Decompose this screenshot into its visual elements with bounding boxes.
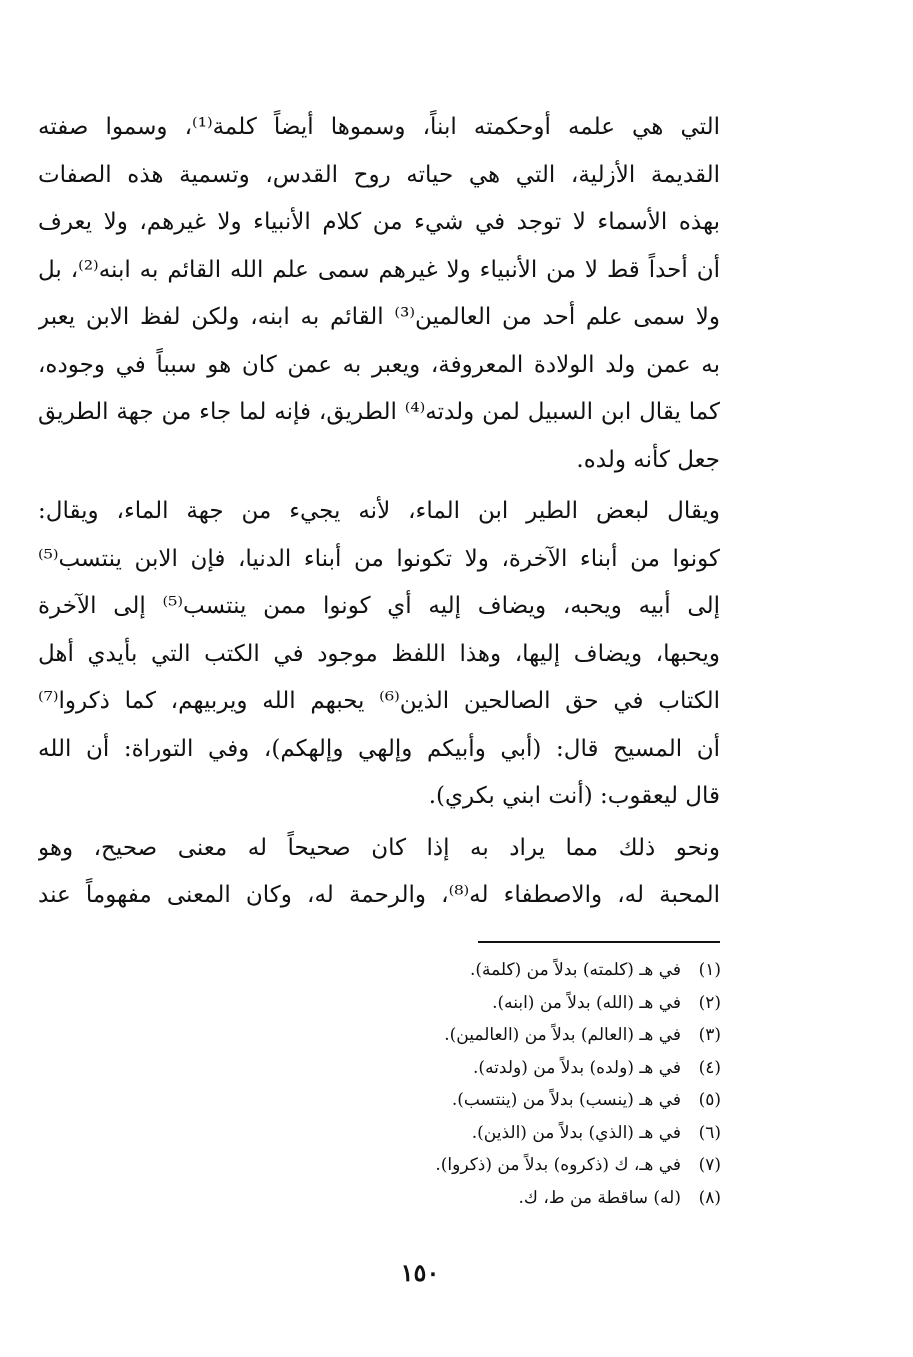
footnote-text: في هـ، ك (ذكروه) بدلاً من (ذكروا). [435,1155,681,1175]
paragraph-1 [38,104,720,484]
footnote-item [300,1117,721,1150]
text-line: أن أحداً قط لا من الأنبياء ولا غيرهم سمى علم الله القائم به ابنه⁽²⁾، بل [38,256,720,283]
footnote-text: في هـ (الله) بدلاً من (ابنه). [492,992,681,1013]
text-line: التي هي علمه أوحكمته ابناً، وسموها أيضاً كلمة⁽¹⁾، وسموا صفته [38,114,720,140]
paragraph-2 [38,488,720,821]
text-line: جعل كأنه ولده. [576,446,720,473]
footnote-item [300,1084,721,1117]
footnote-number: (٤) [698,1057,721,1078]
text-line: المحبة له، والاصطفاء له⁽⁸⁾، والرحمة له، وكان المعنى مفهوماً عند [38,882,720,908]
footnotes [300,954,721,1214]
text-line: بهذه الأسماء لا توجد في شيء من كلام الأنبياء ولا غيرهم، ولا يعرف [38,209,720,235]
text-line: الكتاب في حق الصالحين الذين⁽⁶⁾ يحبهم الله ويربيهم، كما ذكروا⁽⁷⁾ [38,688,720,714]
footnote-separator [478,941,720,943]
footnote-text: في هـ (كلمته) بدلاً من (كلمة). [469,960,681,980]
footnote-item [300,1182,721,1215]
page-number: ١٥٠ [400,1258,440,1287]
text-line: أن المسيح قال: (أبي وأبيكم وإلهي وإلهكم)، وفي التوراة: أن الله [38,735,720,762]
text-line: القديمة الأزلية، التي هي حياته روح القدس، وتسمية هذه الصفات [38,161,720,188]
main-text [38,104,720,920]
footnote-text: في هـ (العالم) بدلاً من (العالمين). [444,1025,681,1045]
footnote-number: (٣) [698,1025,721,1045]
footnote-number: (١) [698,960,721,980]
footnote-number: (٦) [698,1122,721,1143]
text-line: كونوا من أبناء الآخرة، ولا تكونوا من أبناء الدنيا، فإن الابن ينتسب⁽⁵⁾ [38,545,720,572]
text-line: ونحو ذلك مما يراد به إذا كان صحيحاً له معنى صحيح، وهو [38,834,720,861]
footnote-number: (٧) [698,1155,721,1175]
footnote-item [300,954,721,987]
text-line: ولا سمى علم أحد من العالمين⁽³⁾ القائم به ابنه، ولكن لفظ الابن يعبر [38,304,720,330]
footnote-item [300,1052,721,1085]
footnote-item [300,1019,721,1052]
text-line: به عمن ولد الولادة المعروفة، ويعبر به عمن كان هو سبباً في وجوده، [38,351,720,378]
paragraph-3 [38,825,720,920]
footnote-text: في هـ (الذي) بدلاً من (الذين). [471,1122,681,1143]
footnote-number: (٥) [698,1090,721,1110]
footnote-text: في هـ (ولده) بدلاً من (ولدته). [473,1057,681,1078]
text-line: ويحبها، ويضاف إليها، وهذا اللفظ موجود في الكتب التي بأيدي أهل [38,640,720,667]
footnote-text: (له) ساقطة من ط، ك. [518,1187,681,1208]
footnote-text: في هـ (ينسب) بدلاً من (ينتسب). [451,1090,681,1110]
text-line: قال ليعقوب: (أنت ابني بكري). [428,783,720,809]
text-line: كما يقال ابن السبيل لمن ولدته⁽⁴⁾ الطريق، فإنه لما جاء من جهة الطريق [38,399,720,425]
footnote-item [300,1149,721,1182]
footnote-number: (٢) [698,992,721,1013]
footnote-item [300,987,721,1020]
text-line: ويقال لبعض الطير ابن الماء، لأنه يجيء من جهة الماء، ويقال: [38,498,720,524]
text-line: إلى أبيه ويحبه، ويضاف إليه أي كونوا ممن ينتسب⁽⁵⁾ إلى الآخرة [38,593,720,619]
footnote-number: (٨) [698,1187,721,1208]
